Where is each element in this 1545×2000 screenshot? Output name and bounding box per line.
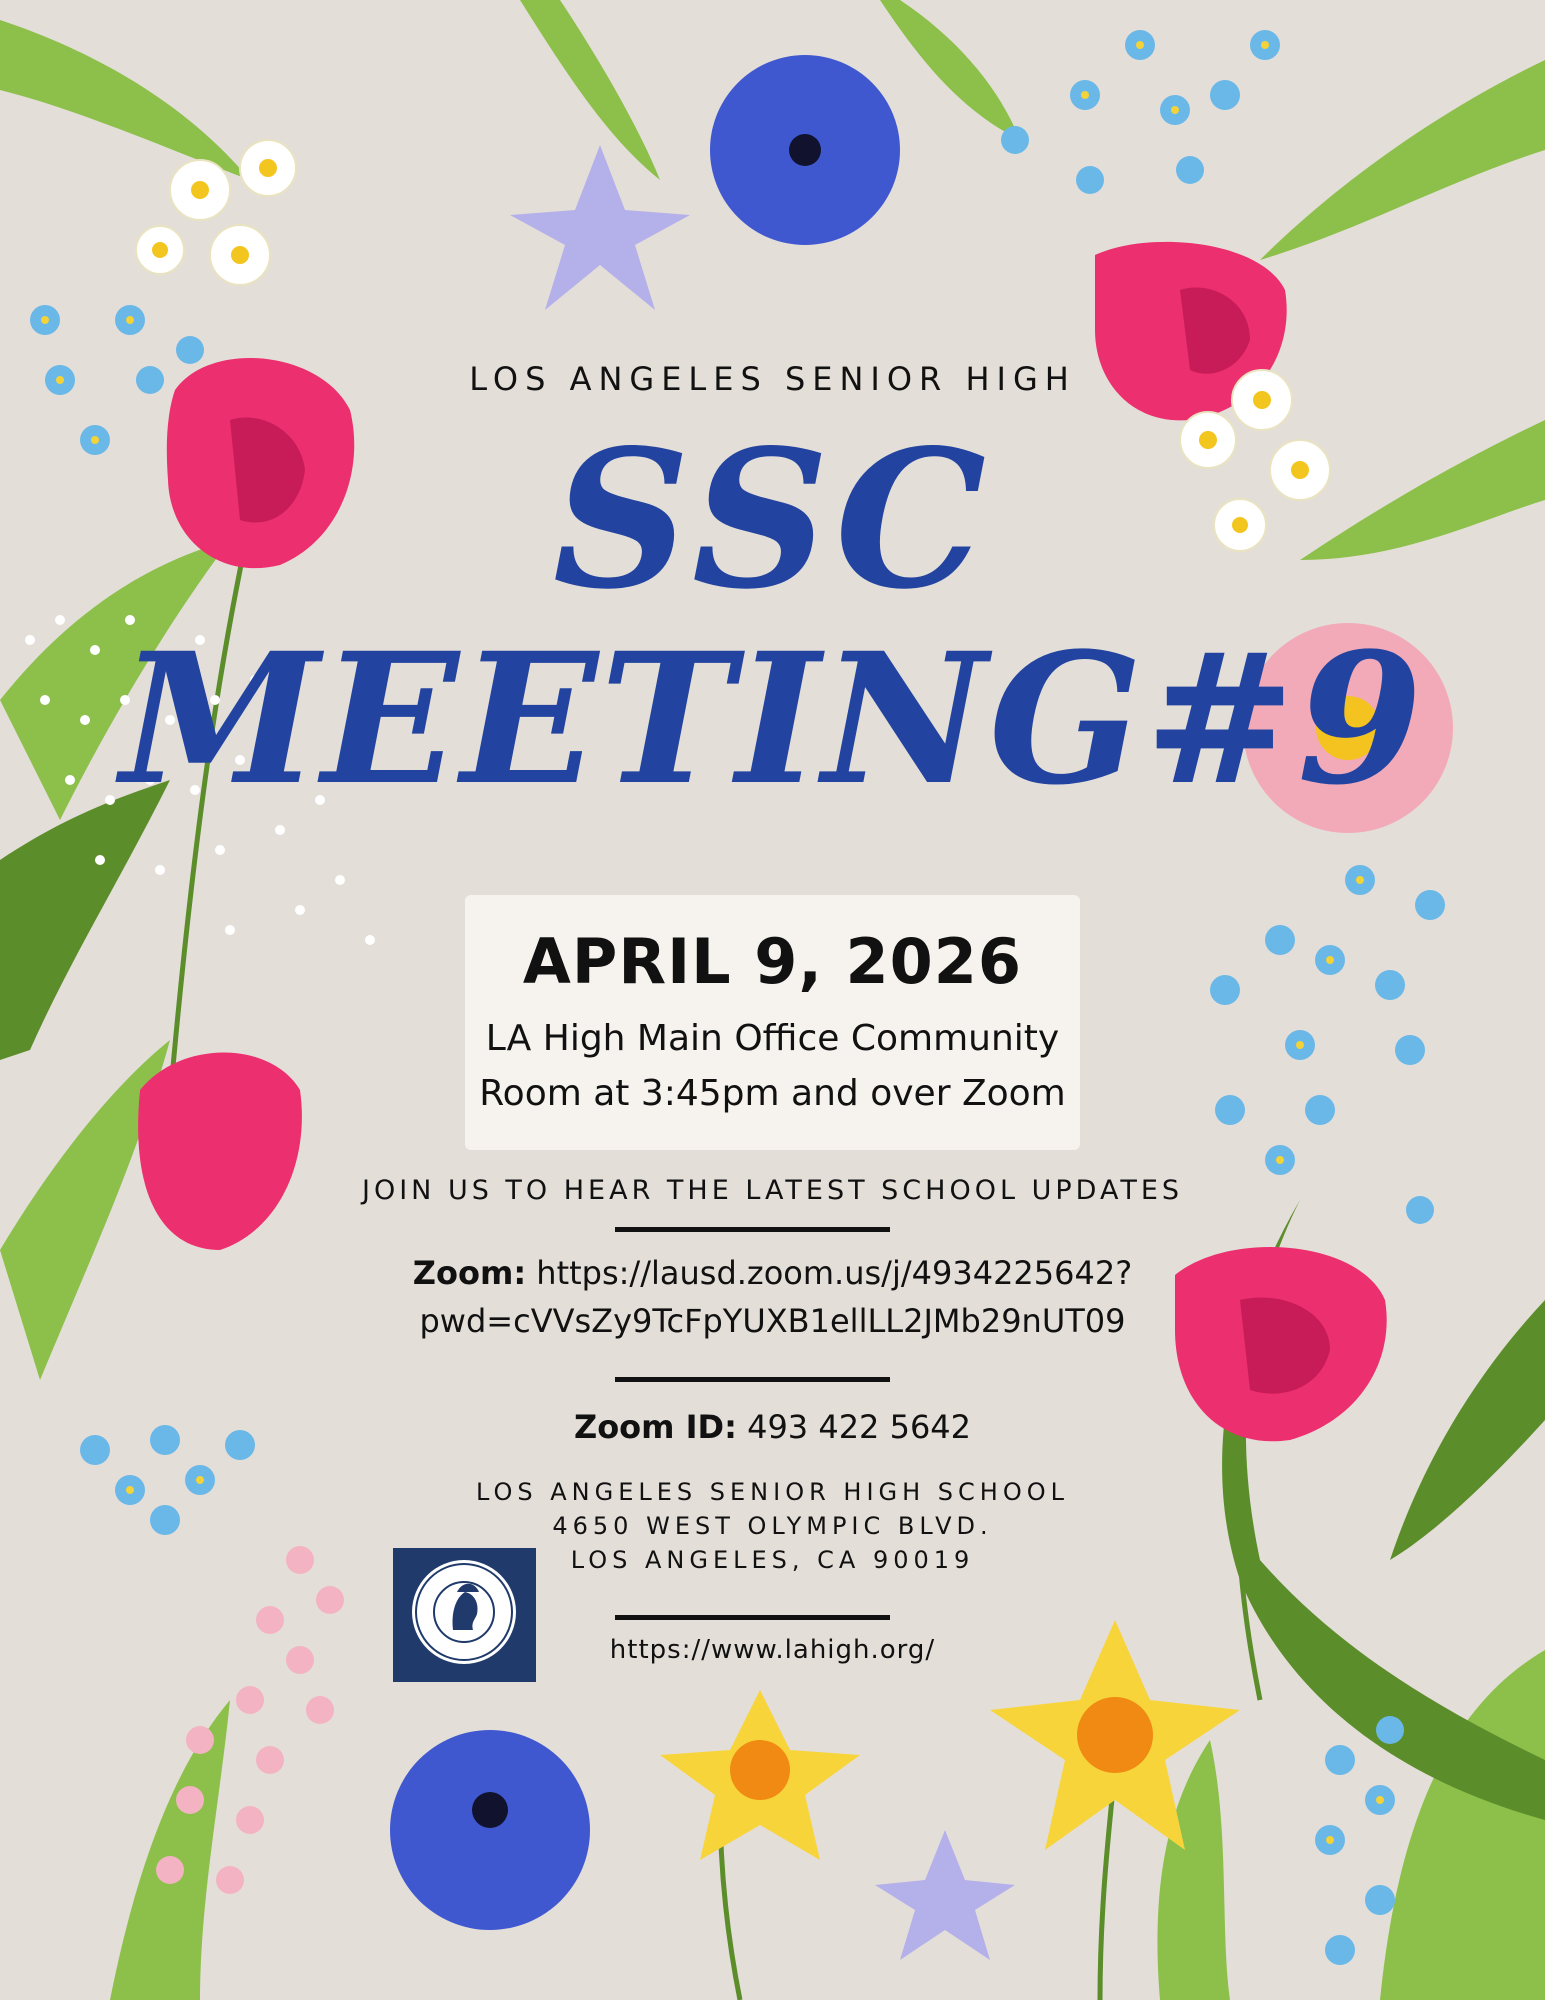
meeting-title-line2: MEETING#9	[120, 614, 1425, 825]
divider	[615, 1377, 890, 1382]
address-line2: 4650 WEST OLYMPIC BLVD.	[552, 1512, 993, 1540]
zoom-url-part1[interactable]: https://lausd.zoom.us/j/4934225642?	[536, 1254, 1133, 1292]
event-venue-line2: Room at 3:45pm and over Zoom	[479, 1073, 1066, 1114]
school-seal-logo	[393, 1548, 536, 1682]
address-line3: LOS ANGELES, CA 90019	[570, 1546, 975, 1574]
divider	[615, 1227, 890, 1232]
divider	[615, 1615, 890, 1620]
tagline: JOIN US TO HEAR THE LATEST SCHOOL UPDATES	[361, 1175, 1184, 1206]
zoom-url-part2[interactable]: pwd=cVVsZy9TcFpYUXB1ellLL2JMb29nUT09	[419, 1302, 1126, 1340]
event-date: APRIL 9, 2026	[522, 925, 1023, 998]
zoom-id-value: 493 422 5642	[747, 1408, 972, 1446]
zoom-label: Zoom:	[412, 1254, 527, 1292]
zoom-id-label: Zoom ID:	[573, 1408, 737, 1446]
meeting-title-line1: SSC	[552, 408, 993, 631]
zoom-id	[0, 1408, 1545, 1446]
zoom-link-line1	[0, 1254, 1545, 1292]
website-link[interactable]: https://www.lahigh.org/	[609, 1635, 936, 1665]
school-heading: LOS ANGELES SENIOR HIGH	[469, 360, 1076, 398]
event-venue-line1: LA High Main Office Community	[485, 1018, 1060, 1059]
address-line1: LOS ANGELES SENIOR HIGH SCHOOL	[475, 1478, 1069, 1506]
